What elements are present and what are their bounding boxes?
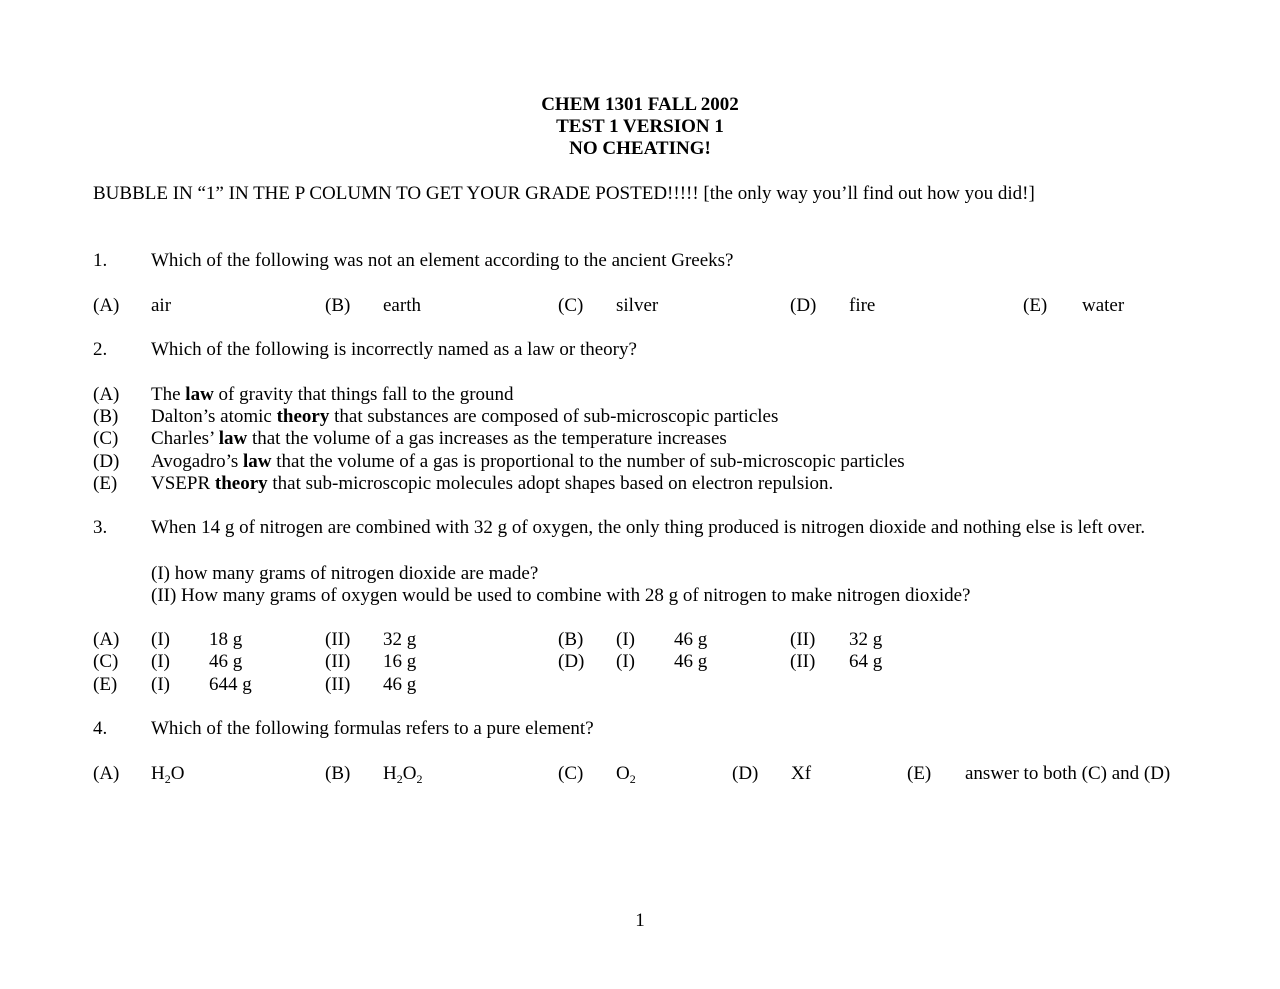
question-3-part-2: (II) How many grams of oxygen would be used to combine with 28 g of nitrogen to make nitrogen dioxide? xyxy=(151,585,971,606)
q3-option-d-letter: (D) xyxy=(558,651,585,672)
q1-option-b-letter: (B) xyxy=(325,295,351,316)
q2-option-d-letter: (D) xyxy=(93,451,120,472)
q4-option-c-formula: $O_2$ xyxy=(616,763,636,786)
question-3-text: When 14 g of nitrogen are combined with 32 g of oxygen, the only thing produced is nitrogen dioxide and nothing else is left over. xyxy=(151,517,1146,538)
q4-option-e-text: answer to both (C) and (D) xyxy=(965,763,1171,784)
q1-option-b-text: earth xyxy=(383,295,421,316)
q1-option-d-letter: (D) xyxy=(790,295,817,316)
q2-option-a-keyword: law xyxy=(185,384,214,405)
q2-option-e-keyword: theory xyxy=(214,473,268,494)
q2-option-b-keyword: theory xyxy=(276,406,330,427)
q1-option-e-letter: (E) xyxy=(1023,295,1048,316)
q3-option-e-letter: (E) xyxy=(93,674,118,695)
q3-option-b-letter: (B) xyxy=(558,629,584,650)
q3-option-e-value-1: 644 g xyxy=(209,674,252,695)
q3-option-c-value-1: 46 g xyxy=(209,651,243,672)
q2-option-e-text: VSEPR theory that sub-microscopic molecules adopt shapes based on electron repulsion. xyxy=(151,473,834,494)
q4-option-a-formula: $H_2O$ xyxy=(151,763,185,786)
q2-option-a-letter: (A) xyxy=(93,384,120,405)
q2-option-c-keyword: law xyxy=(218,428,248,449)
q3-option-c-label-2: (II) xyxy=(325,651,351,672)
question-3-number: 3. xyxy=(93,517,108,538)
q3-option-b-label-2: (II) xyxy=(790,629,816,650)
q3-option-e-value-2: 46 g xyxy=(383,674,417,695)
q4-option-a-letter: (A) xyxy=(93,763,120,784)
q2-option-d-text: Avogadro’s law that the volume of a gas is proportional to the number of sub-microscopic particles xyxy=(151,451,905,472)
q2-option-b-letter: (B) xyxy=(93,406,119,427)
q3-option-d-value-1: 46 g xyxy=(674,651,708,672)
q1-option-e-text: water xyxy=(1082,295,1125,316)
q3-option-a-letter: (A) xyxy=(93,629,120,650)
q4-option-b-letter: (B) xyxy=(325,763,351,784)
q2-option-b-text: Dalton’s atomic theory that substances are composed of sub-microscopic particles xyxy=(151,406,779,427)
q1-option-a-text: air xyxy=(151,295,172,316)
instruction-line: BUBBLE IN “1” IN THE P COLUMN TO GET YOUR GRADE POSTED!!!!! [the only way you’ll find out how you did!] xyxy=(93,183,1035,204)
question-3-part-1: (I) how many grams of nitrogen dioxide are made? xyxy=(151,563,539,584)
q3-option-e-label-1: (I) xyxy=(151,674,170,695)
q4-option-d-letter: (D) xyxy=(732,763,759,784)
test-title-course: CHEM 1301 FALL 2002 xyxy=(541,94,739,115)
test-title-version: TEST 1 VERSION 1 xyxy=(556,116,724,137)
page-number: 1 xyxy=(635,910,645,931)
question-1-text: Which of the following was not an element according to the ancient Greeks? xyxy=(151,250,734,271)
question-2-number: 2. xyxy=(93,339,108,360)
q3-option-d-label-1: (I) xyxy=(616,651,635,672)
question-2-text: Which of the following is incorrectly named as a law or theory? xyxy=(151,339,637,360)
q3-option-e-label-2: (II) xyxy=(325,674,351,695)
q3-option-d-label-2: (II) xyxy=(790,651,816,672)
q4-option-e-letter: (E) xyxy=(907,763,932,784)
q1-option-d-text: fire xyxy=(849,295,876,316)
q3-option-a-value-1: 18 g xyxy=(209,629,243,650)
question-1-number: 1. xyxy=(93,250,108,271)
question-4-text: Which of the following formulas refers to a pure element? xyxy=(151,718,594,739)
q2-option-c-text: Charles’ law that the volume of a gas increases as the temperature increases xyxy=(151,428,727,449)
q1-option-c-letter: (C) xyxy=(558,295,584,316)
test-title-warning: NO CHEATING! xyxy=(569,138,711,159)
q3-option-c-value-2: 16 g xyxy=(383,651,417,672)
q3-option-b-label-1: (I) xyxy=(616,629,635,650)
q2-option-c-letter: (C) xyxy=(93,428,119,449)
q3-option-a-label-1: (I) xyxy=(151,629,170,650)
q3-option-b-value-2: 32 g xyxy=(849,629,883,650)
q2-option-e-letter: (E) xyxy=(93,473,118,494)
q3-option-c-label-1: (I) xyxy=(151,651,170,672)
q3-option-d-value-2: 64 g xyxy=(849,651,883,672)
question-4-number: 4. xyxy=(93,718,108,739)
q1-option-c-text: silver xyxy=(616,295,659,316)
q4-option-d-formula: Xf xyxy=(791,763,812,784)
q2-option-d-keyword: law xyxy=(243,451,272,472)
q1-option-a-letter: (A) xyxy=(93,295,120,316)
q3-option-c-letter: (C) xyxy=(93,651,119,672)
q3-option-a-label-2: (II) xyxy=(325,629,351,650)
q4-option-b-formula: $H_2O_2$ xyxy=(383,763,423,786)
q2-option-a-text: The law of gravity that things fall to the ground xyxy=(151,384,514,405)
q3-option-b-value-1: 46 g xyxy=(674,629,708,650)
q4-option-c-letter: (C) xyxy=(558,763,584,784)
q3-option-a-value-2: 32 g xyxy=(383,629,417,650)
